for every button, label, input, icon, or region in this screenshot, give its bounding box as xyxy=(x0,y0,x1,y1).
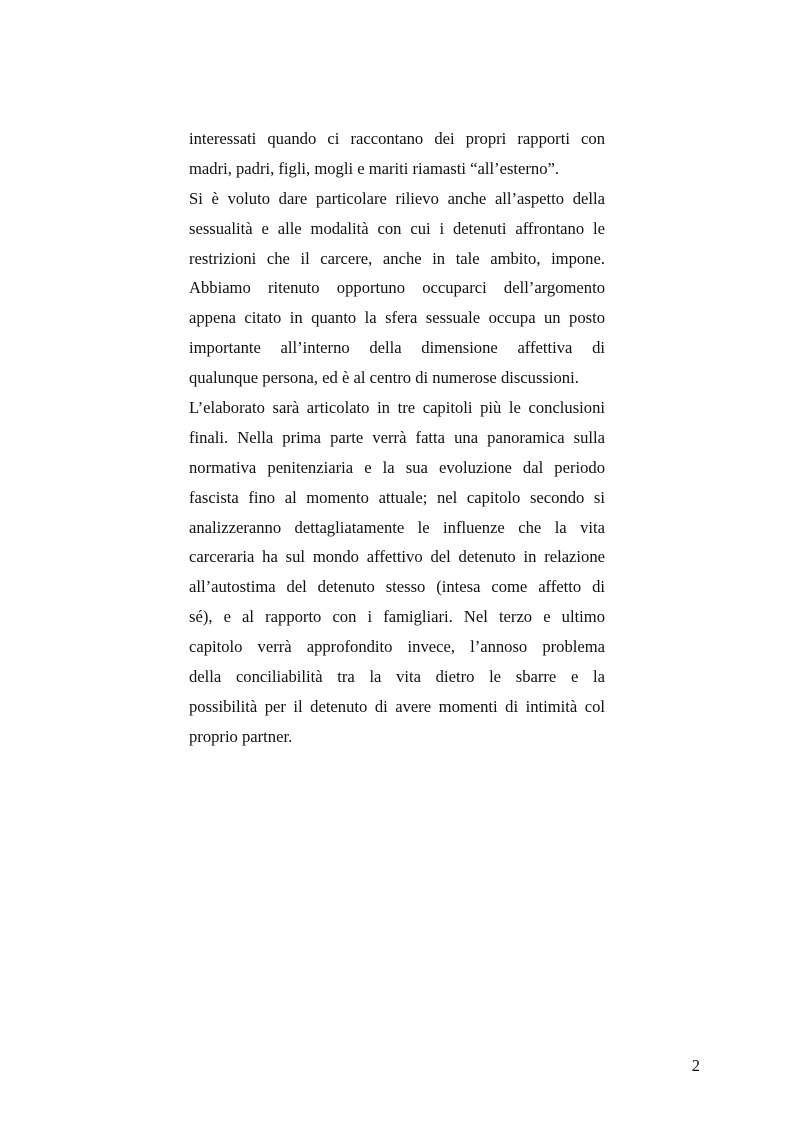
text-line: interessati quando ci raccontano dei propri rapporti con xyxy=(189,129,605,148)
text-line: fascista fino al momento attuale; nel capitolo secondo si xyxy=(189,487,605,507)
text-line: capitolo verrà approfondito invece, l’annoso problema xyxy=(189,637,605,657)
text-line: proprio partner. xyxy=(189,726,293,746)
text-line: Abbiamo ritenuto opportuno occuparci dell’argomento xyxy=(189,278,605,298)
text-line: L’elaborato sarà articolato in tre capitoli più le conclusioni xyxy=(189,398,605,418)
text-line: sé), e al rapporto con i famigliari. Nel terzo e ultimo xyxy=(189,607,605,627)
text-line: appena citato in quanto la sfera sessuale occupa un posto xyxy=(189,308,605,328)
text-line: carceraria ha sul mondo affettivo del detenuto in relazione xyxy=(189,547,605,567)
text-line: restrizioni che il carcere, anche in tale ambito, impone. xyxy=(189,248,605,268)
text-line: madri, padri, figli, mogli e mariti riamasti “all’esterno”. xyxy=(189,158,560,178)
text-line: sessualità e alle modalità con cui i detenuti affrontano le xyxy=(189,218,605,238)
body-text xyxy=(189,124,605,752)
text-line: della conciliabilità tra la vita dietro le sbarre e la xyxy=(189,667,605,687)
text-line: importante all’interno della dimensione affettiva di xyxy=(189,338,605,358)
text-line: qualunque persona, ed è al centro di numerose discussioni. xyxy=(189,368,579,388)
text-line: analizzeranno dettagliatamente le influenze che la vita xyxy=(189,517,605,537)
text-line: possibilità per il detenuto di avere momenti di intimità col xyxy=(189,696,605,716)
text-line: normativa penitenziaria e la sua evoluzione dal periodo xyxy=(189,457,605,477)
page-number: 2 xyxy=(691,1056,700,1075)
text-line: finali. Nella prima parte verrà fatta una panoramica sulla xyxy=(189,427,605,447)
text-line: all’autostima del detenuto stesso (intesa come affetto di xyxy=(189,577,605,597)
text-line: Si è voluto dare particolare rilievo anche all’aspetto della xyxy=(189,188,605,208)
